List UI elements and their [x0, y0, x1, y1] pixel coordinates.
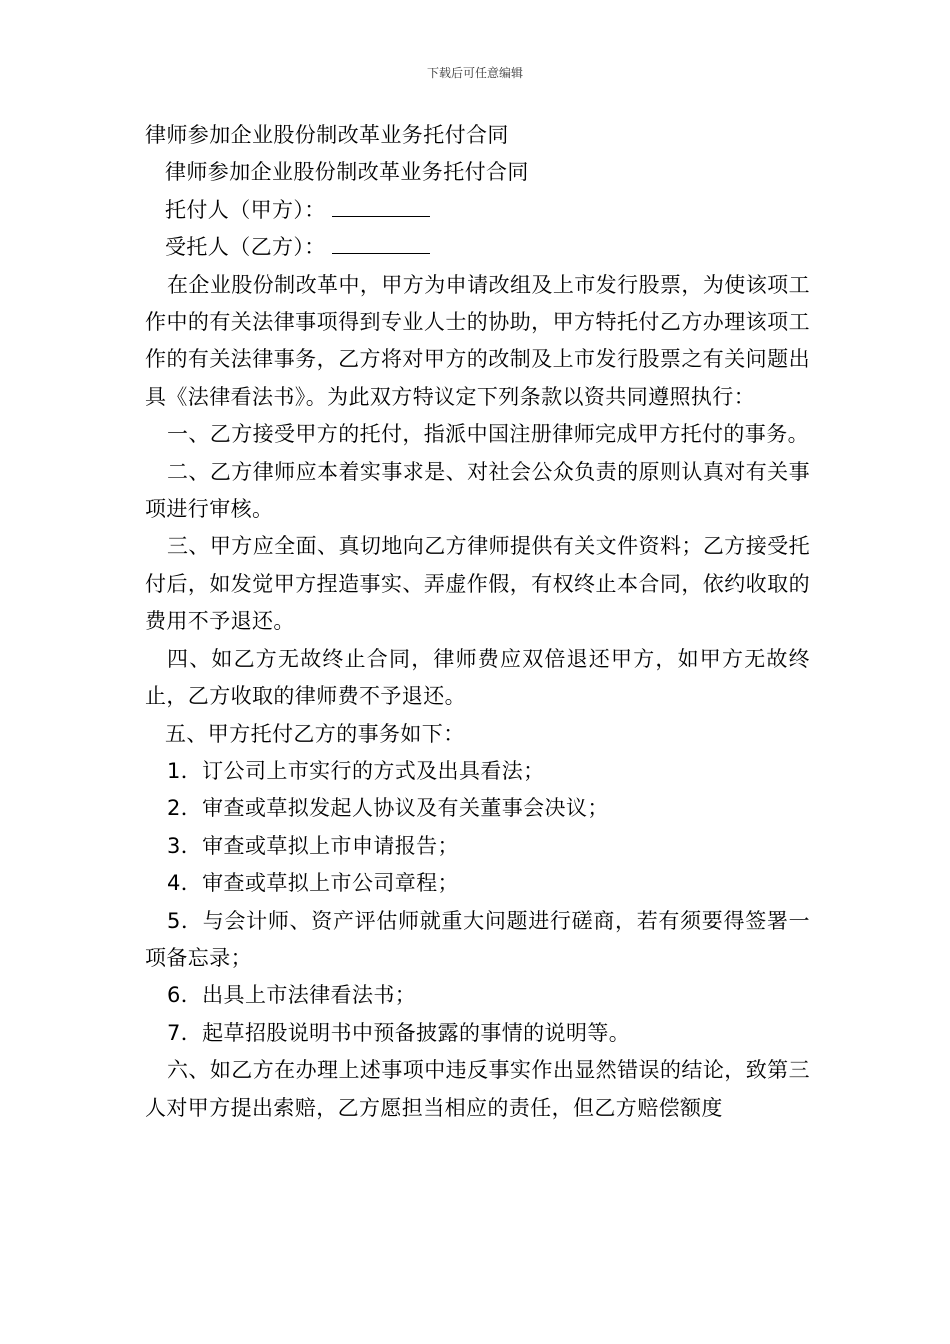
list-item: 7．起草招股说明书中预备披露的事情的说明等。: [167, 1020, 631, 1045]
list-item: 1．订公司上市实行的方式及出具看法；: [167, 758, 545, 783]
party-b-label: 受托人（乙方）：: [165, 235, 326, 260]
list-item: 3．审查或草拟上市申请报告；: [167, 833, 459, 858]
list-item: 4．审查或草拟上市公司章程；: [167, 871, 459, 896]
party-b-blank: [332, 231, 430, 254]
party-b-line: [145, 229, 810, 266]
party-a-label: 托付人（甲方）：: [165, 197, 326, 222]
list-item: 5．与会计师、资产评估师就重大问题进行磋商，若有须要得签署一项备忘录；: [145, 908, 810, 970]
clause-2: 二、乙方律师应本着实事求是、对社会公众负责的原则认真对有关事项进行审核。: [145, 459, 810, 522]
list-item: 2．审查或草拟发起人协议及有关董事会决议；: [167, 796, 609, 821]
list-item: 6．出具上市法律看法书；: [167, 983, 417, 1008]
clause-4: 四、如乙方无故终止合同，律师费应双倍退还甲方，如甲方无故终止，乙方收取的律师费不予退还。: [145, 646, 810, 709]
clause-5-heading: 五、甲方托付乙方的事务如下：: [165, 721, 465, 746]
clause-3: 三、甲方应全面、真切地向乙方律师提供有关文件资料；乙方接受托付后，如发觉甲方捏造事实、弄虚作假，有权终止本合同，依约收取的费用不予退还。: [145, 534, 810, 634]
header-note: 下载后可任意编辑: [426, 66, 523, 80]
intro-paragraph: 在企业股份制改革中，甲方为申请改组及上市发行股票，为使该项工作中的有关法律事项得到专业人士的协助，甲方特托付乙方办理该项工作的有关法律事务，乙方将对甲方的改制及上市发行股票之有关问题出具《法律看法书》。为此双方特议定下列条款以资共同遵照执行：: [145, 272, 810, 409]
document-subtitle: 律师参加企业股份制改革业务托付合同: [165, 160, 529, 185]
party-a-line: [145, 192, 810, 229]
clause-1: 一、乙方接受甲方的托付，指派中国注册律师完成甲方托付的事务。: [167, 422, 809, 447]
contract-body: [145, 117, 810, 1127]
document-title: 律师参加企业股份制改革业务托付合同: [145, 123, 509, 147]
party-a-blank: [332, 194, 430, 217]
clause-6: 六、如乙方在办理上述事项中违反事实作出显然错误的结论，致第三人对甲方提出索赔，乙方愿担当相应的责任，但乙方赔偿额度: [145, 1058, 810, 1120]
